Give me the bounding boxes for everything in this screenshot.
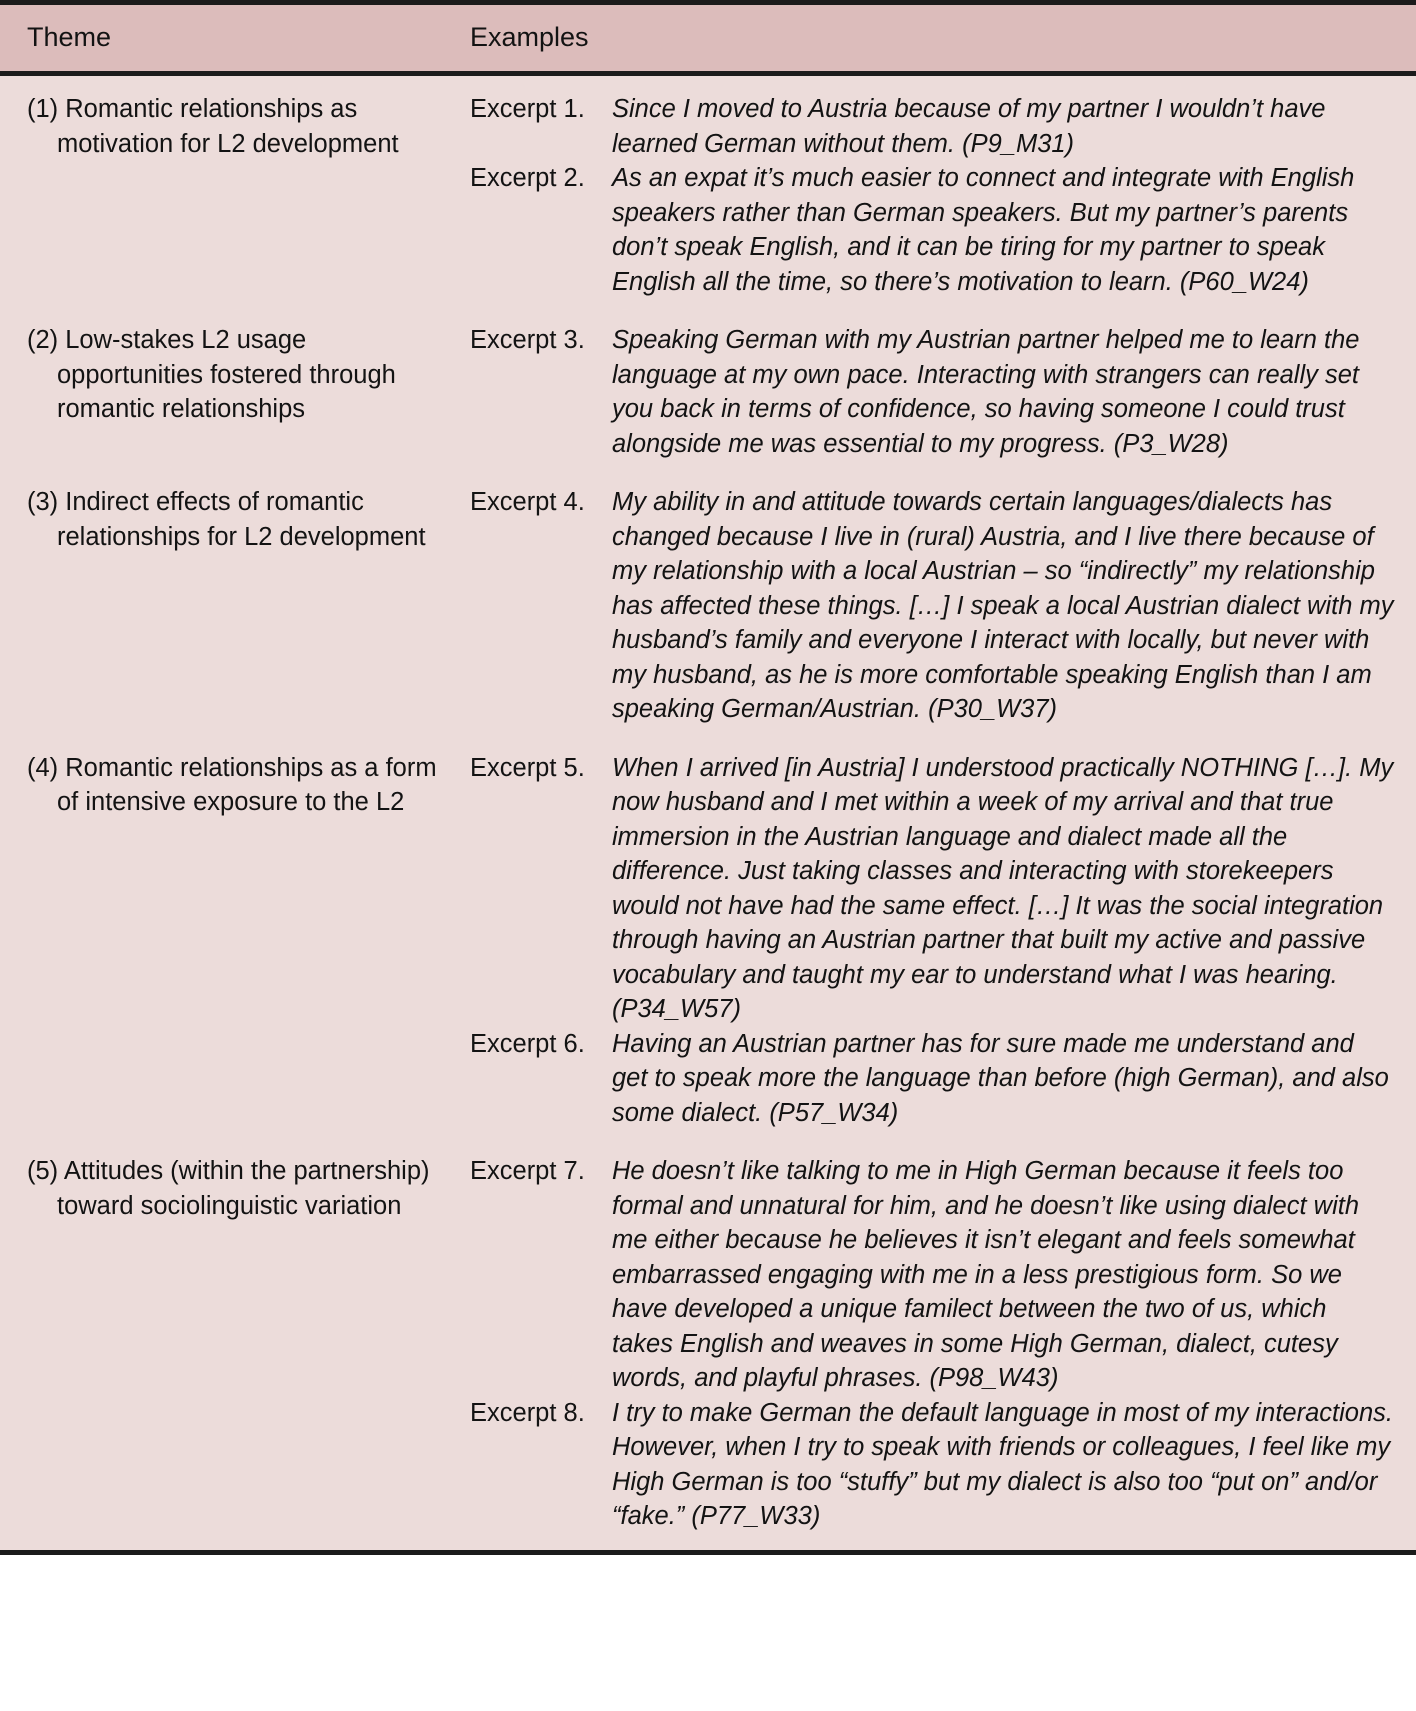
table-header-row — [0, 5, 1416, 71]
table-row — [0, 76, 1416, 309]
excerpt-item — [470, 485, 1394, 727]
table-header — [0, 5, 1416, 71]
excerpt-item — [470, 1396, 1394, 1534]
excerpt-label: Excerpt 6. — [470, 1029, 585, 1058]
theme-examples-table-body — [0, 76, 1416, 1550]
column-header-theme: Theme — [0, 5, 470, 71]
theme-label: (1) Romantic relationships as motivation for L2 development — [27, 95, 399, 158]
excerpt-text: Speaking German with my Austrian partner helped me to learn the language at my own pace. Interacting with strangers can really set you back in terms of confidence, so having someone I could trust alongside me was essential to my progress. (P3_W28) — [612, 326, 1360, 458]
excerpt-text: I try to make German the default language in most of my interactions. However, when I try to speak with friends or colleagues, I feel like my High German is too “stuffy” but my dialect is also too “put on” and/or “fake.” (P77_W33) — [612, 1398, 1393, 1530]
excerpt-item — [470, 92, 1394, 161]
theme-cell — [0, 737, 470, 1141]
excerpt-text: My ability in and attitude towards certain languages/dialects has changed because I live in (rural) Austria, and I live there because of my relationship with a local Austrian – so “indirectly” my relationship has affected these things. […] I speak a local Austrian dialect with my husband’s family and everyone I interact with locally, but never with my husband, as he is more comfortable speaking English than I am speaking German/Austrian. (P30_W37) — [612, 488, 1394, 723]
excerpt-label: Excerpt 5. — [470, 753, 585, 782]
excerpt-label: Excerpt 2. — [470, 164, 585, 192]
theme-cell — [0, 471, 470, 737]
theme-cell — [0, 1140, 470, 1550]
theme-label: (2) Low-stakes L2 usage opportunities fostered through romantic relationships — [27, 326, 396, 423]
excerpt-text: Since I moved to Austria because of my partner I wouldn’t have learned German without them. (P9_M31) — [612, 95, 1326, 158]
table-bottom-rule — [0, 1550, 1416, 1555]
excerpt-text: When I arrived [in Austria] I understood practically NOTHING […]. My now husband and I met within a week of my arrival and that true immersion in the Austrian language and dialect made all the difference. Just taking classes and interacting with storekeepers would not have had the same effect. […] It was the social integration through having an Austrian partner that built my active and passive vocabulary and taught my ear to understand what I was hearing. (P34_W57) — [612, 753, 1394, 1023]
theme-examples-table — [0, 5, 1416, 71]
excerpt-label: Excerpt 3. — [470, 326, 585, 354]
theme-label: (5) Attitudes (within the partnership) toward sociolinguistic variation — [27, 1157, 430, 1220]
table-row — [0, 1140, 1416, 1550]
excerpt-label: Excerpt 4. — [470, 488, 585, 516]
table-body — [0, 76, 1416, 1550]
examples-cell — [470, 76, 1416, 309]
excerpt-label: Excerpt 7. — [470, 1157, 585, 1185]
table-row — [0, 471, 1416, 737]
theme-cell — [0, 76, 470, 309]
excerpt-label: Excerpt 8. — [470, 1398, 585, 1427]
excerpt-text: As an expat it’s much easier to connect and integrate with English speakers rather than German speakers. But my partner’s parents don’t speak English, and it can be tiring for my partner to speak English all the time, so there’s motivation to learn. (P60_W24) — [612, 164, 1355, 296]
examples-cell — [470, 1140, 1416, 1550]
theme-label: (4) Romantic relationships as a form of intensive exposure to the L2 — [27, 753, 437, 816]
theme-label: (3) Indirect effects of romantic relationships for L2 development — [27, 488, 426, 551]
excerpt-text: Having an Austrian partner has for sure made me understand and get to speak more the language than before (high German), and also some dialect. (P57_W34) — [612, 1029, 1389, 1127]
excerpt-item — [470, 161, 1394, 299]
excerpt-text: He doesn’t like talking to me in High German because it feels too formal and unnatural for him, and he doesn’t like using dialect with me either because he believes it isn’t elegant and feels somewhat embarrassed engaging with me in a less prestigious form. So we have developed a unique familect between the two of us, which takes English and weaves in some High German, dialect, cutesy words, and playful phrases. (P98_W43) — [612, 1157, 1360, 1392]
excerpt-item — [470, 751, 1394, 1027]
table-row — [0, 309, 1416, 471]
column-header-examples: Examples — [470, 5, 1416, 71]
examples-cell — [470, 309, 1416, 471]
table-row — [0, 737, 1416, 1141]
examples-cell — [470, 471, 1416, 737]
excerpt-item — [470, 1027, 1394, 1131]
excerpt-item — [470, 323, 1394, 461]
excerpt-label: Excerpt 1. — [470, 95, 585, 123]
excerpt-item — [470, 1154, 1394, 1396]
theme-cell — [0, 309, 470, 471]
examples-cell — [470, 737, 1416, 1141]
